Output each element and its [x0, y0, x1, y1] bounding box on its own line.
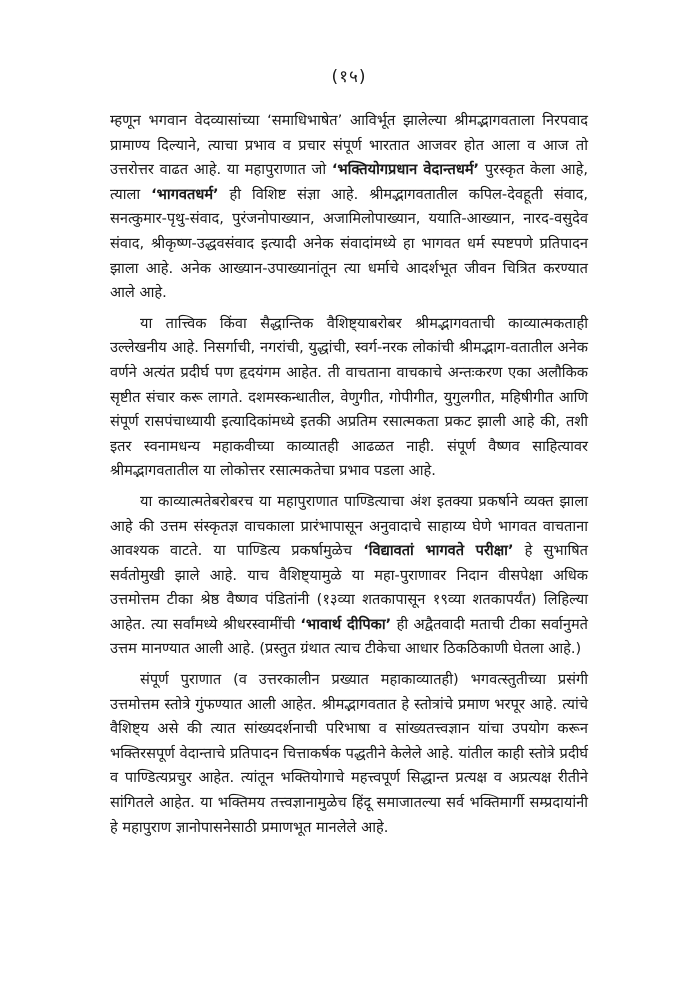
paragraph-3 [110, 490, 588, 662]
paragraph-text: संपूर्ण पुराणात (व उत्तरकालीन प्रख्यात महाकाव्यातही) भगवत्स्तुतीच्या प्रसंगी उत्तमोत्तम स्तोत्रे गुंफण्यात आली आहेत. श्रीमद्भागवतात हे स्तोत्रांचे प्रमाण भरपूर आहे. त्यांचे वैशिष्ट्य असे की त्यात सांख्यदर्शनाची परिभाषा व सांख्यतत्त्वज्ञान यांचा उपयोग करून भक्तिरसपूर्ण वेदान्ताचे प्रतिपादन चित्ताकर्षक पद्धतीने केलेले आहे. यांतील काही स्तोत्रे प्रदीर्घ व पाण्डित्यप्रचुर आहेत. त्यांतून भक्तियोगाचे महत्त्वपूर्ण सिद्धान्त प्रत्यक्ष व अप्रत्यक्ष रीतीने सांगितले आहेत. या भक्तिमय तत्त्वज्ञानामुळेच हिंदू समाजातल्या सर्व भक्तिमार्गी सम्प्रदायांनी हे महापुराण ज्ञानोपासनेसाठी प्रमाणभूत मानलेले आहे. [110, 671, 589, 836]
paragraph-text: ही विशिष्ट संज्ञा आहे. श्रीमद्भागवतातील कपिल-देवहूती संवाद, सनत्कुमार-पृथु-संवाद, पुरंजनोपाख्यान, अजामिलोपाख्यान, ययाति-आख्यान, नारद-वसुदेव संवाद, श्रीकृष्ण-उद्धवसंवाद इत्यादी अनेक संवादांमध्ये हा भागवत धर्म स्पष्टपणे प्रतिपादन झाला आहे. अनेक आख्यान-उपाख्यानांतून त्या धर्माचे आदर्शभूत जीवन चित्रित करण्यात आले आहे. [110, 185, 589, 302]
paragraph-text: या तात्त्विक किंवा सैद्धान्तिक वैशिष्ट्याबरोबर श्रीमद्भागवताची काव्यात्मकताही उल्लेखनीय आहे. निसर्गाची, नगरांची, युद्धांची, स्वर्ग-नरक लोकांची श्रीमद्भाग-वतातील अनेक वर्णने अत्यंत प्रदीर्घ पण हृदयंगम आहेत. ती वाचताना वाचकाचे अन्तःकरण एका अलौकिक सृष्टीत संचार करू लागते. दशमस्कन्धातील, वेणुगीत, गोपीगीत, युगुलगीत, महिषीगीत आणि संपूर्ण रासपंचाध्यायी इत्यादिकांमध्ये इतकी अप्रतिम रसात्मकता प्रकट झाली आहे की, तशी इतर स्वनामधन्य महाकवीच्या काव्यातही आढळत नाही. संपूर्ण वैष्णव साहित्यावर श्रीमद्भागवतातील या लोकोत्तर रसात्मकतेचा प्रभाव पडला आहे. [110, 314, 588, 480]
paragraph-4 [110, 668, 588, 840]
paragraph-1 [110, 109, 588, 306]
paragraph-text: या काव्यात्मतेबरोबरच या महापुराणात पाण्डित्याचा अंश इतक्या प्रकर्षाने व्यक्त झाला आहे की उत्तम संस्कृतज्ञ वाचकाला प्रारंभापासून अनुवादाचे साहाय्य घेणे भागवत वाचताना आवश्यक वाटते. या पाण्डित्य प्रकर्षामुळेच [110, 492, 588, 560]
bold-term-bhavartha-dipika: ‘भावार्थ दीपिका’ [300, 615, 392, 633]
bold-term-bhagavatadharma: ‘भागवतधर्म’ [151, 185, 219, 203]
paragraph-text: ही अद्वैतवादी मताची टीका सर्वानुमते उत्तम मानण्यात आली आहे. (प्रस्तुत ग्रंथात त्याच टीकेचा आधार ठिकठिकाणी घेतला आहे.) [110, 615, 588, 658]
page-number: (१५) [331, 67, 367, 87]
paragraph-text: म्हणून भगवान वेदव्यासांच्या ‘समाधिभाषेत’ आविर्भूत झालेल्या श्रीमद्भागवताला निरपवाद प्रामाण्य दिल्याने, त्याचा प्रभाव व प्रचार संपूर्ण भारतात आजवर होत आला व आज तो उत्तरोत्तर वाढत आहे. या महापुराणात जो [110, 112, 588, 179]
bold-term-vidyavatam: ‘विद्यावतां भागवते परीक्षा’ [363, 542, 514, 560]
bold-term-bhaktiyoga: ‘भक्तियोगप्रधान वेदान्तधर्म’ [331, 161, 480, 179]
paragraph-text: हे सुभाषित सर्वतोमुखी झाले आहे. याच वैशिष्ट्यामुळे या महा-पुराणावर निदान वीसपेक्षा अधिक उत्तमोत्तम टीका श्रेष्ठ वैष्णव पंडितांनी (१३व्या शतकापासून १९व्या शतकापर्यंत) लिहिल्या आहेत. त्या सर्वांमध्ये श्रीधरस्वामींची [110, 542, 588, 633]
paragraph-text: पुरस्कृत केला आहे, त्याला [110, 161, 588, 203]
paragraph-2 [110, 312, 588, 484]
